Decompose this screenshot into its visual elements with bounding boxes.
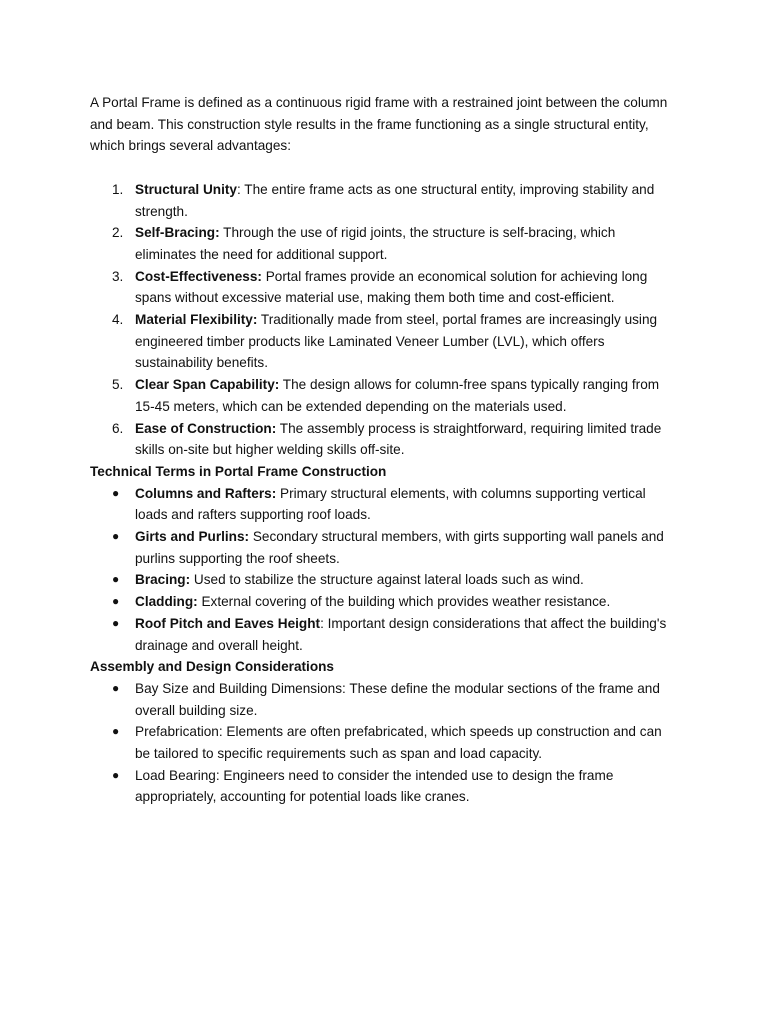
advantage-text: The assembly process is straightforward, requiring limited trade skills on-site but higher welding skills off-site. — [135, 420, 662, 458]
assembly-heading: Assembly and Design Considerations — [90, 659, 334, 675]
assembly-item — [90, 721, 676, 764]
terms-heading: Technical Terms in Portal Frame Construction — [90, 463, 387, 479]
term-item — [90, 569, 676, 591]
bullet-icon: ● — [112, 529, 120, 544]
assembly-item — [90, 765, 676, 808]
term-text: Primary structural elements, with columns supporting vertical loads and rafters supporting roof loads. — [135, 485, 646, 523]
advantage-text: Traditionally made from steel, portal frames are increasingly using engineered timber products like Laminated Veneer Lumber (LVL), which offers sustainability benefits. — [135, 312, 658, 371]
term-text: Secondary structural members, with girts supporting wall panels and purlins supporting the roof sheets. — [135, 529, 664, 566]
bullet-icon: ● — [112, 767, 120, 782]
advantage-item — [90, 309, 676, 374]
bullet-icon: ● — [112, 572, 120, 587]
advantage-separator: : — [236, 181, 241, 197]
bullet-icon: ● — [112, 680, 120, 695]
intro-paragraph: A Portal Frame is defined as a continuous rigid frame with a restrained joint between the column and beam. This construction style results in the frame functioning as a single structural entity, which brings several advantages: — [90, 95, 668, 154]
advantage-item — [90, 266, 676, 309]
term-text: Used to stabilize the structure against lateral loads such as wind. — [190, 572, 584, 588]
term-item — [90, 526, 676, 569]
term-item — [90, 591, 676, 613]
advantage-item — [90, 374, 676, 417]
advantage-text: Through the use of rigid joints, the structure is self-bracing, which eliminates the need for additional support. — [135, 225, 616, 262]
document-body — [90, 92, 676, 808]
term-title: Girts and Purlins: — [135, 529, 250, 545]
assembly-item — [90, 678, 676, 721]
assembly-list — [90, 678, 676, 808]
advantages-list — [90, 179, 676, 461]
assembly-text: Prefabrication: Elements are often prefabricated, which speeds up construction and can be tailored to specific requirements such as span and load capacity. — [135, 724, 662, 762]
advantage-title: Structural Unity — [135, 181, 237, 197]
term-title: Columns and Rafters: — [135, 485, 277, 501]
bullet-icon: ● — [112, 485, 120, 500]
term-title: Roof Pitch and Eaves Height — [135, 615, 321, 631]
term-separator: : — [320, 615, 324, 631]
list-number: 2. — [112, 225, 124, 241]
advantage-text: Portal frames provide an economical solution for achieving long spans without excessive material use, making them both time and cost-efficient. — [135, 268, 648, 306]
advantage-title: Material Flexibility: — [135, 312, 258, 328]
advantage-item — [90, 222, 676, 265]
bullet-icon: ● — [112, 615, 120, 630]
advantage-title: Self-Bracing: — [135, 225, 220, 241]
advantage-text: The entire frame acts as one structural entity, improving stability and strength. — [135, 181, 655, 219]
advantage-title: Clear Span Capability: — [135, 377, 280, 393]
advantage-title: Cost-Effectiveness: — [135, 268, 262, 284]
term-item — [90, 613, 676, 656]
list-number: 3. — [112, 268, 124, 284]
list-number: 4. — [112, 312, 124, 328]
list-number: 6. — [112, 420, 124, 436]
advantage-item — [90, 418, 676, 461]
bullet-icon: ● — [112, 594, 120, 609]
assembly-text: Load Bearing: Engineers need to consider the intended use to design the frame appropriately, accounting for potential loads like cranes. — [135, 767, 614, 805]
term-title: Cladding: — [135, 594, 198, 610]
term-item — [90, 483, 676, 526]
assembly-text: Bay Size and Building Dimensions: These define the modular sections of the frame and overall building size. — [135, 680, 660, 718]
list-number: 1. — [112, 181, 124, 197]
term-title: Bracing: — [135, 572, 191, 588]
advantage-item — [90, 179, 676, 222]
advantage-text: The design allows for column-free spans typically ranging from 15-45 meters, which can be extended depending on the materials used. — [135, 377, 660, 414]
list-number: 5. — [112, 377, 124, 393]
term-text: External covering of the building which provides weather resistance. — [197, 594, 611, 610]
terms-list — [90, 483, 676, 657]
term-text: Important design considerations that affect the building's drainage and overall height. — [135, 615, 667, 653]
bullet-icon: ● — [112, 724, 120, 739]
advantage-title: Ease of Construction: — [135, 420, 277, 436]
